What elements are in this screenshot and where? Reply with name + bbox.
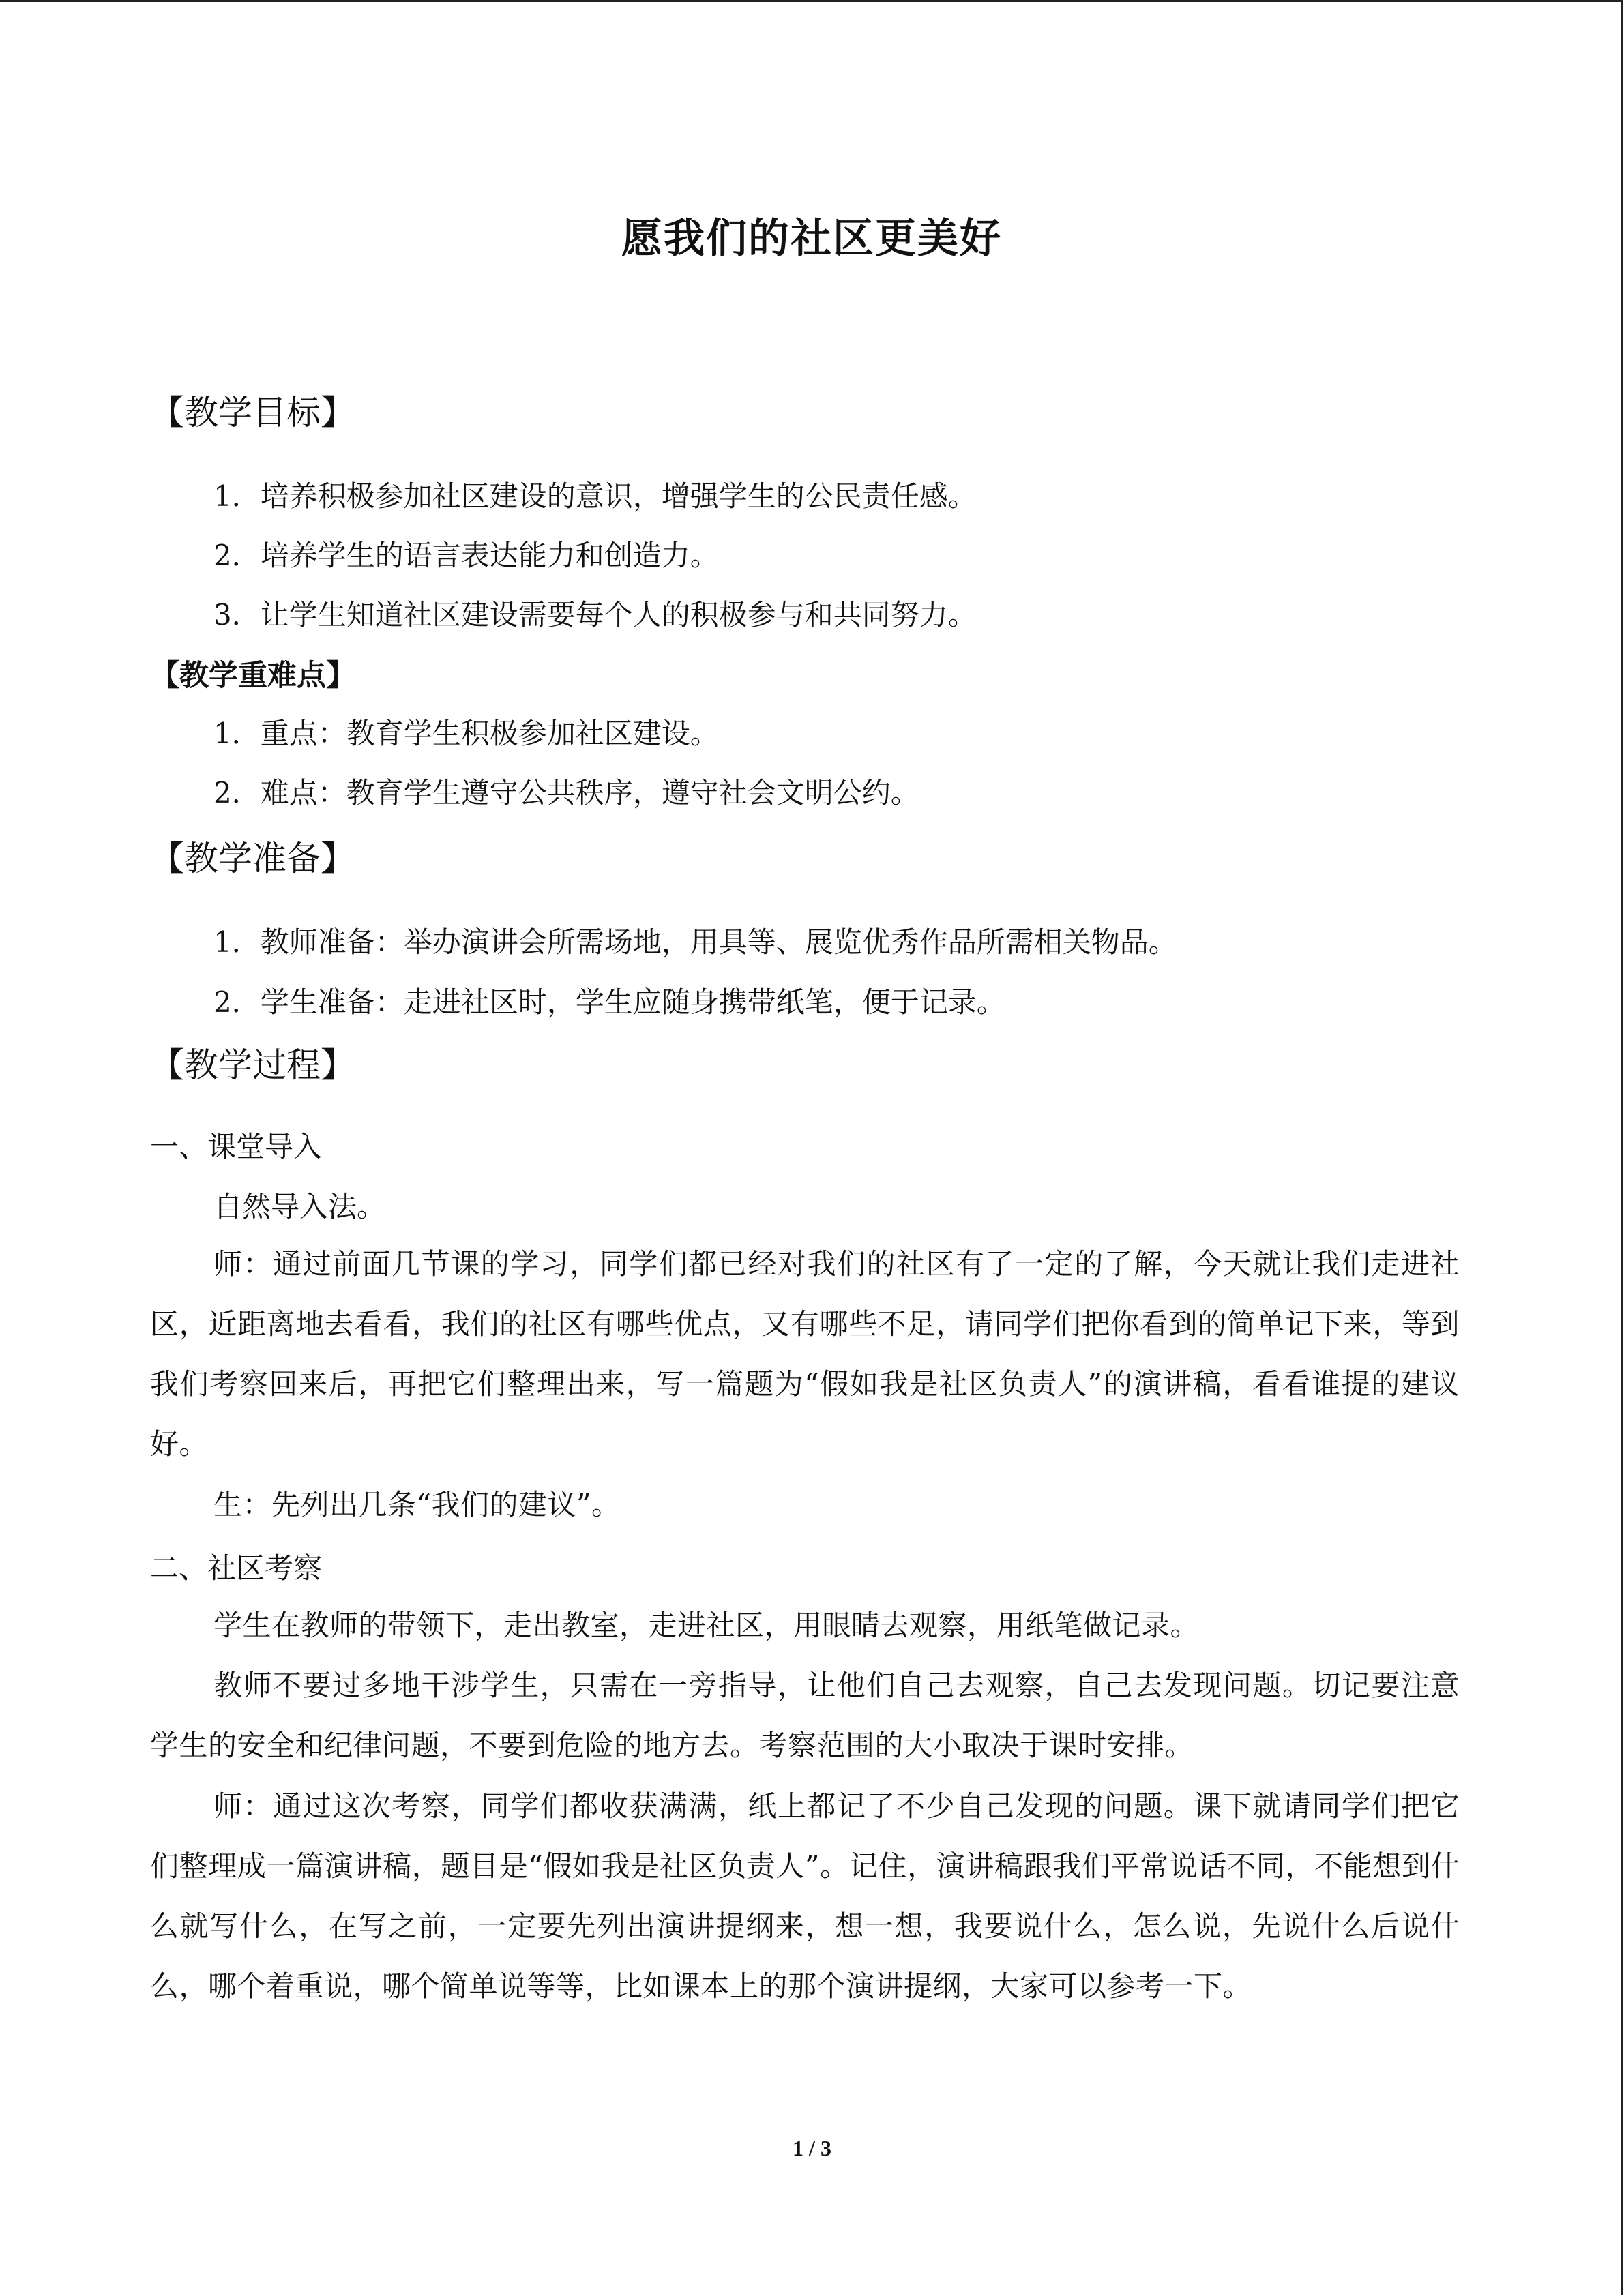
preparation-item: 2．学生准备：走进社区时，学生应随身携带纸笔，便于记录。 [213, 985, 1005, 1019]
paragraph: 自然导入法。 [213, 1190, 386, 1223]
subsection-heading: 二、社区考察 [150, 1551, 323, 1585]
section-heading-preparation: 【教学准备】 [150, 839, 355, 878]
paragraph: 学生在教师的带领下，走出教室，走进社区，用眼睛去观察，用纸笔做记录。 [213, 1609, 1200, 1642]
document-title: 愿我们的社区更美好 [621, 215, 1002, 263]
page-number: 1 / 3 [793, 2136, 831, 2160]
goal-item: 2．培养学生的语言表达能力和创造力。 [213, 539, 719, 572]
section-heading-process: 【教学过程】 [150, 1045, 355, 1085]
key-point-item: 2．难点：教育学生遵守公共秩序，遵守社会文明公约。 [213, 776, 919, 809]
goal-item: 1．培养积极参加社区建设的意识，增强学生的公民责任感。 [213, 479, 977, 513]
section-heading-goals: 【教学目标】 [150, 393, 355, 432]
paragraph: 师：通过这次考察，同学们都收获满满，纸上都记了不少自己发现的问题。课下就请同学们把它们整理成一篇演讲稿，题目是“假如我是社区负责人”。记住，演讲稿跟我们平常说话不同，不能想到什么就写什么，在写之前，一定要先列出演讲提纲来，想一想，我要说什么，怎么说，先说什么后说什么，哪个着重说，哪个简单说等等，比如课本上的那个演讲提纲，大家可以参考一下。 [150, 1789, 1460, 2003]
preparation-item: 1．教师准备：举办演讲会所需场地，用具等、展览优秀作品所需相关物品。 [213, 925, 1177, 959]
goal-item: 3．让学生知道社区建设需要每个人的积极参与和共同努力。 [213, 598, 977, 631]
section-heading-key-points: 【教学重难点】 [150, 659, 355, 693]
paragraph: 教师不要过多地干涉学生，只需在一旁指导，让他们自己去观察，自己去发现问题。切记要注意学生的安全和纪律问题，不要到危险的地方去。考察范围的大小取决于课时安排。 [150, 1669, 1460, 1762]
paragraph: 生：先列出几条“我们的建议”。 [213, 1488, 621, 1521]
subsection-heading: 一、课堂导入 [150, 1130, 323, 1163]
paragraph: 师：通过前面几节课的学习，同学们都已经对我们的社区有了一定的了解，今天就让我们走进社区，近距离地去看看，我们的社区有哪些优点，又有哪些不足，请同学们把你看到的简单记下来，等到我们考察回来后，再把它们整理出来，写一篇题为“假如我是社区负责人”的演讲稿，看看谁提的建议好。 [150, 1247, 1460, 1461]
key-point-item: 1．重点：教育学生积极参加社区建设。 [213, 717, 719, 750]
